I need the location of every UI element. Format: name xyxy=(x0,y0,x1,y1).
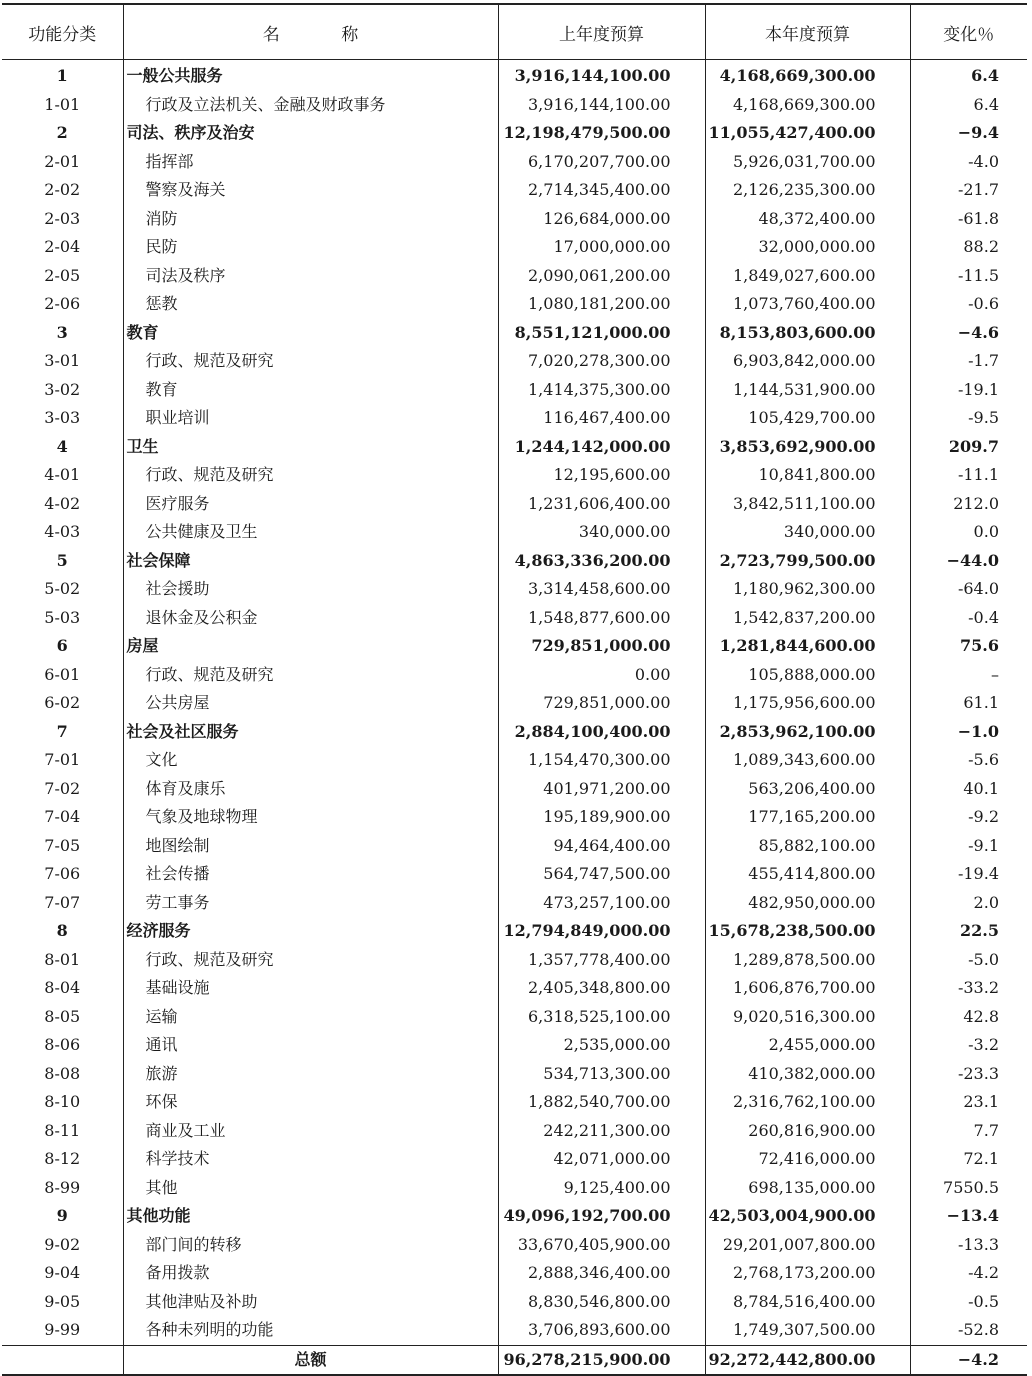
code-cell: 5-02 xyxy=(2,575,123,604)
change-cell: 6.4 xyxy=(973,94,999,114)
name-cell: 司法、秩序及治安 xyxy=(123,119,498,148)
name-cell: 经济服务 xyxy=(123,917,498,946)
code-cell: 8-10 xyxy=(2,1088,123,1117)
curr-budget-cell: 2,768,173,200.00 xyxy=(705,1259,910,1288)
table-row xyxy=(2,518,1027,547)
total-label: 总额 xyxy=(123,1345,498,1375)
change-cell: – xyxy=(991,664,999,684)
curr-budget-cell: 3,853,692,900.00 xyxy=(705,433,910,462)
name-cell: 备用拨款 xyxy=(123,1259,498,1288)
curr-budget-cell: 105,429,700.00 xyxy=(705,404,910,433)
change-cell: −4.6 xyxy=(957,322,999,342)
table-row xyxy=(2,404,1027,433)
name-cell: 行政、规范及研究 xyxy=(123,661,498,690)
curr-budget-cell: 5,926,031,700.00 xyxy=(705,148,910,177)
prev-budget-cell: 2,714,345,400.00 xyxy=(498,176,705,205)
name-cell: 各种未列明的功能 xyxy=(123,1316,498,1345)
change-cell: -11.5 xyxy=(957,265,999,285)
prev-budget-cell: 12,794,849,000.00 xyxy=(498,917,705,946)
prev-budget-cell: 534,713,300.00 xyxy=(498,1060,705,1089)
prev-budget-cell: 116,467,400.00 xyxy=(498,404,705,433)
table-row xyxy=(2,1031,1027,1060)
prev-budget-cell: 9,125,400.00 xyxy=(498,1174,705,1203)
name-cell: 通讯 xyxy=(123,1031,498,1060)
code-cell: 8-05 xyxy=(2,1003,123,1032)
curr-budget-cell: 1,849,027,600.00 xyxy=(705,262,910,291)
code-cell: 1 xyxy=(2,60,123,91)
table-row xyxy=(2,1288,1027,1317)
curr-budget-cell: 2,853,962,100.00 xyxy=(705,718,910,747)
table-row xyxy=(2,860,1027,889)
prev-budget-cell: 12,195,600.00 xyxy=(498,461,705,490)
category-row xyxy=(2,632,1027,661)
curr-budget-cell: 563,206,400.00 xyxy=(705,775,910,804)
table-row xyxy=(2,91,1027,120)
category-row xyxy=(2,1202,1027,1231)
code-cell: 6-02 xyxy=(2,689,123,718)
header-change: 变化％ xyxy=(910,4,1027,60)
change-cell: −1.0 xyxy=(957,721,999,741)
code-cell: 9-02 xyxy=(2,1231,123,1260)
prev-budget-cell: 33,670,405,900.00 xyxy=(498,1231,705,1260)
prev-budget-cell: 1,080,181,200.00 xyxy=(498,290,705,319)
curr-budget-cell: 1,542,837,200.00 xyxy=(705,604,910,633)
curr-budget-cell: 9,020,516,300.00 xyxy=(705,1003,910,1032)
change-cell: 88.2 xyxy=(963,237,999,256)
change-cell: -61.8 xyxy=(957,208,999,228)
name-cell: 一般公共服务 xyxy=(123,60,498,91)
change-cell: -5.0 xyxy=(968,949,999,969)
prev-budget-cell: 2,888,346,400.00 xyxy=(498,1259,705,1288)
prev-budget-cell: 49,096,192,700.00 xyxy=(498,1202,705,1231)
header-name-label: 名 称 xyxy=(262,24,387,45)
prev-budget-cell: 340,000.00 xyxy=(498,518,705,547)
table-row xyxy=(2,205,1027,234)
prev-budget-cell: 2,090,061,200.00 xyxy=(498,262,705,291)
code-cell: 3 xyxy=(2,319,123,348)
curr-budget-cell: 410,382,000.00 xyxy=(705,1060,910,1089)
table-row xyxy=(2,290,1027,319)
total-prev-budget: 96,278,215,900.00 xyxy=(498,1345,705,1375)
table-row xyxy=(2,1316,1027,1345)
curr-budget-cell: 260,816,900.00 xyxy=(705,1117,910,1146)
table-row xyxy=(2,889,1027,918)
prev-budget-cell: 6,170,207,700.00 xyxy=(498,148,705,177)
prev-budget-cell: 2,535,000.00 xyxy=(498,1031,705,1060)
category-row xyxy=(2,718,1027,747)
change-cell: -52.8 xyxy=(957,1320,999,1339)
table-row xyxy=(2,1003,1027,1032)
table-row xyxy=(2,490,1027,519)
curr-budget-cell: 1,281,844,600.00 xyxy=(705,632,910,661)
table-row xyxy=(2,689,1027,718)
table-row xyxy=(2,1145,1027,1174)
prev-budget-cell: 473,257,100.00 xyxy=(498,889,705,918)
change-cell: −13.4 xyxy=(946,1206,999,1225)
category-row xyxy=(2,547,1027,576)
name-cell: 气象及地球物理 xyxy=(123,803,498,832)
prev-budget-cell: 1,231,606,400.00 xyxy=(498,490,705,519)
code-cell: 4-02 xyxy=(2,490,123,519)
name-cell: 房屋 xyxy=(123,632,498,661)
code-cell: 2-01 xyxy=(2,148,123,177)
prev-budget-cell: 42,071,000.00 xyxy=(498,1145,705,1174)
prev-budget-cell: 2,405,348,800.00 xyxy=(498,974,705,1003)
category-row xyxy=(2,319,1027,348)
curr-budget-cell: 455,414,800.00 xyxy=(705,860,910,889)
code-cell: 7-04 xyxy=(2,803,123,832)
prev-budget-cell: 0.00 xyxy=(498,661,705,690)
category-row xyxy=(2,433,1027,462)
table-row xyxy=(2,347,1027,376)
budget-table-container xyxy=(2,3,1027,1376)
table-row xyxy=(2,376,1027,405)
name-cell: 其他 xyxy=(123,1174,498,1203)
category-row xyxy=(2,917,1027,946)
code-cell: 2-03 xyxy=(2,205,123,234)
change-cell: -13.3 xyxy=(957,1234,999,1254)
prev-budget-cell: 3,916,144,100.00 xyxy=(498,60,705,91)
name-cell: 社会保障 xyxy=(123,547,498,576)
curr-budget-cell: 1,144,531,900.00 xyxy=(705,376,910,405)
name-cell: 公共房屋 xyxy=(123,689,498,718)
change-cell: 212.0 xyxy=(953,493,999,513)
code-cell: 3-01 xyxy=(2,347,123,376)
change-cell: -4.0 xyxy=(968,151,999,171)
table-header xyxy=(2,4,1027,60)
prev-budget-cell: 564,747,500.00 xyxy=(498,860,705,889)
code-cell: 2 xyxy=(2,119,123,148)
name-cell: 医疗服务 xyxy=(123,490,498,519)
code-cell: 7-06 xyxy=(2,860,123,889)
change-cell: -23.3 xyxy=(957,1063,999,1083)
name-cell: 运输 xyxy=(123,1003,498,1032)
name-cell: 部门间的转移 xyxy=(123,1231,498,1260)
table-row xyxy=(2,974,1027,1003)
change-cell: -19.1 xyxy=(957,379,999,399)
change-cell: 2.0 xyxy=(973,892,999,912)
change-cell: 7550.5 xyxy=(943,1177,999,1197)
change-cell: -21.7 xyxy=(957,180,999,199)
category-row xyxy=(2,60,1027,91)
name-cell: 退休金及公积金 xyxy=(123,604,498,633)
table-row xyxy=(2,1231,1027,1260)
prev-budget-cell: 3,706,893,600.00 xyxy=(498,1316,705,1345)
change-cell: -0.5 xyxy=(968,1291,999,1311)
code-cell: 7-02 xyxy=(2,775,123,804)
name-cell: 卫生 xyxy=(123,433,498,462)
table-row xyxy=(2,775,1027,804)
budget-table xyxy=(2,3,1027,1376)
table-row xyxy=(2,1088,1027,1117)
code-cell: 8 xyxy=(2,917,123,946)
change-cell: -0.6 xyxy=(968,294,999,313)
curr-budget-cell: 1,606,876,700.00 xyxy=(705,974,910,1003)
name-cell: 社会传播 xyxy=(123,860,498,889)
prev-budget-cell: 1,154,470,300.00 xyxy=(498,746,705,775)
change-cell: −44.0 xyxy=(946,550,999,570)
code-cell: 8-12 xyxy=(2,1145,123,1174)
table-row xyxy=(2,461,1027,490)
change-cell: 40.1 xyxy=(963,778,999,798)
code-cell: 2-05 xyxy=(2,262,123,291)
code-cell: 1-01 xyxy=(2,91,123,120)
name-cell: 民防 xyxy=(123,233,498,262)
code-cell: 3-03 xyxy=(2,404,123,433)
table-row xyxy=(2,661,1027,690)
change-cell: 0.0 xyxy=(973,522,999,541)
code-cell: 5 xyxy=(2,547,123,576)
change-cell: -33.2 xyxy=(957,978,999,997)
code-cell: 9-05 xyxy=(2,1288,123,1317)
change-cell: 75.6 xyxy=(960,636,999,655)
change-cell: 22.5 xyxy=(960,921,999,940)
curr-budget-cell: 29,201,007,800.00 xyxy=(705,1231,910,1260)
prev-budget-cell: 1,882,540,700.00 xyxy=(498,1088,705,1117)
prev-budget-cell: 7,020,278,300.00 xyxy=(498,347,705,376)
code-cell: 8-99 xyxy=(2,1174,123,1203)
total-code-cell xyxy=(2,1345,123,1375)
code-cell: 7-05 xyxy=(2,832,123,861)
name-cell: 其他功能 xyxy=(123,1202,498,1231)
prev-budget-cell: 1,414,375,300.00 xyxy=(498,376,705,405)
table-row xyxy=(2,575,1027,604)
code-cell: 8-04 xyxy=(2,974,123,1003)
change-cell: -3.2 xyxy=(968,1035,999,1054)
curr-budget-cell: 48,372,400.00 xyxy=(705,205,910,234)
curr-budget-cell: 482,950,000.00 xyxy=(705,889,910,918)
curr-budget-cell: 105,888,000.00 xyxy=(705,661,910,690)
code-cell: 5-03 xyxy=(2,604,123,633)
table-body xyxy=(2,60,1027,1376)
table-row xyxy=(2,233,1027,262)
code-cell: 9-99 xyxy=(2,1316,123,1345)
name-cell: 指挥部 xyxy=(123,148,498,177)
prev-budget-cell: 1,244,142,000.00 xyxy=(498,433,705,462)
change-cell: -9.2 xyxy=(968,807,999,826)
curr-budget-cell: 1,073,760,400.00 xyxy=(705,290,910,319)
code-cell: 2-02 xyxy=(2,176,123,205)
prev-budget-cell: 1,548,877,600.00 xyxy=(498,604,705,633)
curr-budget-cell: 8,153,803,600.00 xyxy=(705,319,910,348)
prev-budget-cell: 242,211,300.00 xyxy=(498,1117,705,1146)
curr-budget-cell: 10,841,800.00 xyxy=(705,461,910,490)
code-cell: 4 xyxy=(2,433,123,462)
table-row xyxy=(2,176,1027,205)
table-row xyxy=(2,1060,1027,1089)
change-cell: 42.8 xyxy=(963,1006,999,1026)
prev-budget-cell: 195,189,900.00 xyxy=(498,803,705,832)
code-cell: 8-11 xyxy=(2,1117,123,1146)
code-cell: 7-07 xyxy=(2,889,123,918)
code-cell: 7-01 xyxy=(2,746,123,775)
code-cell: 8-01 xyxy=(2,946,123,975)
curr-budget-cell: 42,503,004,900.00 xyxy=(705,1202,910,1231)
change-cell: 7.7 xyxy=(973,1120,999,1140)
change-cell: 72.1 xyxy=(963,1149,999,1168)
name-cell: 教育 xyxy=(123,319,498,348)
code-cell: 4-01 xyxy=(2,461,123,490)
curr-budget-cell: 4,168,669,300.00 xyxy=(705,91,910,120)
change-cell: -64.0 xyxy=(957,579,999,598)
curr-budget-cell: 3,842,511,100.00 xyxy=(705,490,910,519)
prev-budget-cell: 2,884,100,400.00 xyxy=(498,718,705,747)
curr-budget-cell: 1,749,307,500.00 xyxy=(705,1316,910,1345)
code-cell: 8-06 xyxy=(2,1031,123,1060)
table-row xyxy=(2,148,1027,177)
header-code: 功能分类 xyxy=(2,4,123,60)
change-cell: -4.2 xyxy=(968,1263,999,1282)
curr-budget-cell: 1,289,878,500.00 xyxy=(705,946,910,975)
code-cell: 7 xyxy=(2,718,123,747)
prev-budget-cell: 729,851,000.00 xyxy=(498,689,705,718)
curr-budget-cell: 177,165,200.00 xyxy=(705,803,910,832)
name-cell: 科学技术 xyxy=(123,1145,498,1174)
total-curr-budget: 92,272,442,800.00 xyxy=(705,1345,910,1375)
change-cell: 209.7 xyxy=(948,436,999,456)
prev-budget-cell: 12,198,479,500.00 xyxy=(498,119,705,148)
curr-budget-cell: 1,180,962,300.00 xyxy=(705,575,910,604)
curr-budget-cell: 1,089,343,600.00 xyxy=(705,746,910,775)
code-cell: 4-03 xyxy=(2,518,123,547)
table-row xyxy=(2,832,1027,861)
name-cell: 体育及康乐 xyxy=(123,775,498,804)
table-row xyxy=(2,1117,1027,1146)
code-cell: 6-01 xyxy=(2,661,123,690)
table-row xyxy=(2,946,1027,975)
curr-budget-cell: 340,000.00 xyxy=(705,518,910,547)
curr-budget-cell: 2,126,235,300.00 xyxy=(705,176,910,205)
name-cell: 行政及立法机关、金融及财政事务 xyxy=(123,91,498,120)
prev-budget-cell: 401,971,200.00 xyxy=(498,775,705,804)
name-cell: 基础设施 xyxy=(123,974,498,1003)
change-cell: 23.1 xyxy=(963,1092,999,1111)
total-change: −4.2 xyxy=(910,1345,1027,1375)
curr-budget-cell: 1,175,956,600.00 xyxy=(705,689,910,718)
prev-budget-cell: 729,851,000.00 xyxy=(498,632,705,661)
prev-budget-cell: 126,684,000.00 xyxy=(498,205,705,234)
change-cell: -9.5 xyxy=(968,408,999,427)
name-cell: 环保 xyxy=(123,1088,498,1117)
curr-budget-cell: 2,316,762,100.00 xyxy=(705,1088,910,1117)
table-row xyxy=(2,262,1027,291)
prev-budget-cell: 94,464,400.00 xyxy=(498,832,705,861)
curr-budget-cell: 2,455,000.00 xyxy=(705,1031,910,1060)
code-cell: 2-04 xyxy=(2,233,123,262)
table-row xyxy=(2,746,1027,775)
name-cell: 消防 xyxy=(123,205,498,234)
name-cell: 行政、规范及研究 xyxy=(123,347,498,376)
prev-budget-cell: 17,000,000.00 xyxy=(498,233,705,262)
name-cell: 旅游 xyxy=(123,1060,498,1089)
header-name xyxy=(123,4,498,60)
curr-budget-cell: 11,055,427,400.00 xyxy=(705,119,910,148)
header-prev-budget: 上年度预算 xyxy=(498,4,705,60)
curr-budget-cell: 698,135,000.00 xyxy=(705,1174,910,1203)
name-cell: 教育 xyxy=(123,376,498,405)
change-cell: 6.4 xyxy=(971,66,999,85)
name-cell: 其他津贴及补助 xyxy=(123,1288,498,1317)
prev-budget-cell: 4,863,336,200.00 xyxy=(498,547,705,576)
code-cell: 6 xyxy=(2,632,123,661)
change-cell: −9.4 xyxy=(957,123,999,142)
name-cell: 公共健康及卫生 xyxy=(123,518,498,547)
prev-budget-cell: 8,551,121,000.00 xyxy=(498,319,705,348)
curr-budget-cell: 85,882,100.00 xyxy=(705,832,910,861)
name-cell: 劳工事务 xyxy=(123,889,498,918)
curr-budget-cell: 4,168,669,300.00 xyxy=(705,60,910,91)
change-cell: -11.1 xyxy=(957,465,999,484)
name-cell: 警察及海关 xyxy=(123,176,498,205)
table-row xyxy=(2,604,1027,633)
name-cell: 行政、规范及研究 xyxy=(123,946,498,975)
table-row xyxy=(2,1174,1027,1203)
name-cell: 司法及秩序 xyxy=(123,262,498,291)
name-cell: 商业及工业 xyxy=(123,1117,498,1146)
curr-budget-cell: 32,000,000.00 xyxy=(705,233,910,262)
prev-budget-cell: 1,357,778,400.00 xyxy=(498,946,705,975)
prev-budget-cell: 8,830,546,800.00 xyxy=(498,1288,705,1317)
change-cell: -1.7 xyxy=(968,351,999,370)
table-row xyxy=(2,1259,1027,1288)
code-cell: 9 xyxy=(2,1202,123,1231)
change-cell: -19.4 xyxy=(957,864,999,883)
code-cell: 3-02 xyxy=(2,376,123,405)
prev-budget-cell: 3,314,458,600.00 xyxy=(498,575,705,604)
code-cell: 9-04 xyxy=(2,1259,123,1288)
curr-budget-cell: 15,678,238,500.00 xyxy=(705,917,910,946)
code-cell: 8-08 xyxy=(2,1060,123,1089)
change-cell: -9.1 xyxy=(968,835,999,855)
name-cell: 地图绘制 xyxy=(123,832,498,861)
change-cell: -0.4 xyxy=(968,607,999,627)
name-cell: 文化 xyxy=(123,746,498,775)
curr-budget-cell: 6,903,842,000.00 xyxy=(705,347,910,376)
header-curr-budget: 本年度预算 xyxy=(705,4,910,60)
name-cell: 社会及社区服务 xyxy=(123,718,498,747)
name-cell: 职业培训 xyxy=(123,404,498,433)
category-row xyxy=(2,119,1027,148)
name-cell: 行政、规范及研究 xyxy=(123,461,498,490)
curr-budget-cell: 2,723,799,500.00 xyxy=(705,547,910,576)
prev-budget-cell: 3,916,144,100.00 xyxy=(498,91,705,120)
total-row xyxy=(2,1345,1027,1375)
change-cell: 61.1 xyxy=(963,693,999,712)
table-row xyxy=(2,803,1027,832)
name-cell: 惩教 xyxy=(123,290,498,319)
name-cell: 社会援助 xyxy=(123,575,498,604)
change-cell: -5.6 xyxy=(968,750,999,769)
curr-budget-cell: 72,416,000.00 xyxy=(705,1145,910,1174)
code-cell: 2-06 xyxy=(2,290,123,319)
prev-budget-cell: 6,318,525,100.00 xyxy=(498,1003,705,1032)
curr-budget-cell: 8,784,516,400.00 xyxy=(705,1288,910,1317)
